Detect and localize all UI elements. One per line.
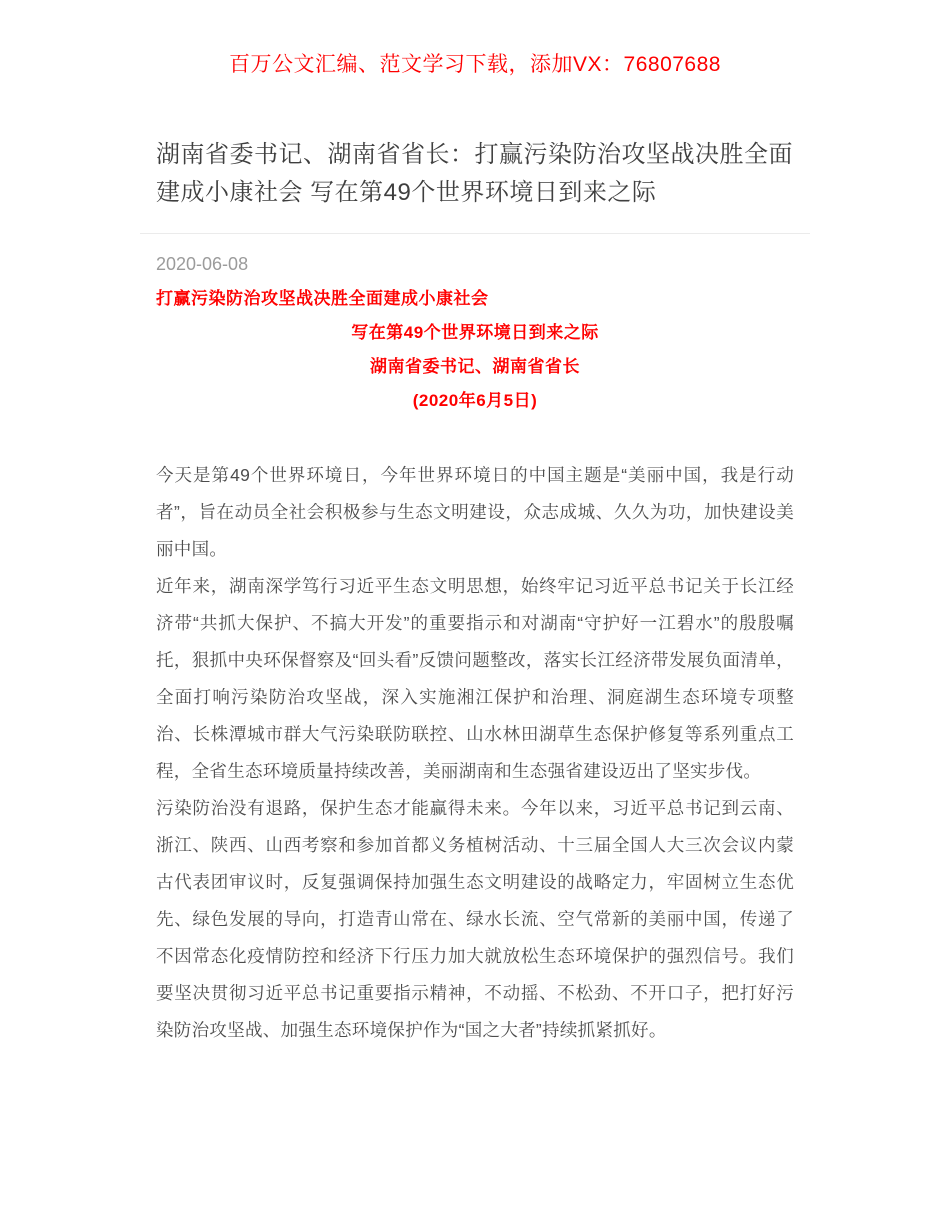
promo-banner-text: 百万公文汇编、范文学习下载，添加VX：76807688 (229, 53, 721, 76)
article-title: 湖南省委书记、湖南省省长：打赢污染防治攻坚战决胜全面建成小康社会 写在第49个世界环境日到来之际 (156, 141, 793, 206)
paragraph-1: 今天是第49个世界环境日，今年世界环境日的中国主题是“美丽中国，我是行动者”，旨在动员全社会积极参与生态文明建设，众志成城、久久为功，加快建设美丽中国。 (156, 465, 794, 559)
article-date: 2020-06-08 (156, 254, 249, 274)
subtitle-line-1: 打赢污染防治攻坚战决胜全面建成小康社会 (156, 289, 489, 308)
paragraph-3: 污染防治没有退路，保护生态才能赢得未来。今年以来，习近平总书记到云南、浙江、陕西、山西考察和参加首都义务植树活动、十三届全国人大三次会议内蒙古代表团审议时，反复强调保持加强生态文明建设的战略定力，牢固树立生态优先、绿色发展的导向，打造青山常在、绿水长流、空气常新的美丽中国，传递了不因常态化疫情防控和经济下行压力加大就放松生态环境保护的强烈信号。我们要坚决贯彻习近平总书记重要指示精神，不动摇、不松劲、不开口子，把打好污染防治攻坚战、加强生态环境保护作为“国之大者”持续抓紧抓好。 (156, 798, 794, 1040)
subtitle-line-4: (2020年6月5日) (412, 391, 538, 410)
paragraph-2: 近年来，湖南深学笃行习近平生态文明思想，始终牢记习近平总书记关于长江经济带“共抓大保护、不搞大开发”的重要指示和对湖南“守护好一江碧水”的殷殷嘱托，狠抓中央环保督察及“回头看”反馈问题整改，落实长江经济带发展负面清单，全面打响污染防治攻坚战，深入实施湘江保护和治理、洞庭湖生态环境专项整治、长株潭城市群大气污染联防联控、山水林田湖草生态保护修复等系列重点工程，全省生态环境质量持续改善，美丽湖南和生态强省建设迈出了坚实步伐。 (156, 576, 794, 781)
promo-banner (0, 0, 950, 78)
subtitle-line-2: 写在第49个世界环境日到来之际 (351, 323, 599, 342)
article (140, 136, 810, 1109)
subtitle-line-3: 湖南省委书记、湖南省省长 (370, 357, 580, 376)
article-body (140, 418, 810, 1109)
